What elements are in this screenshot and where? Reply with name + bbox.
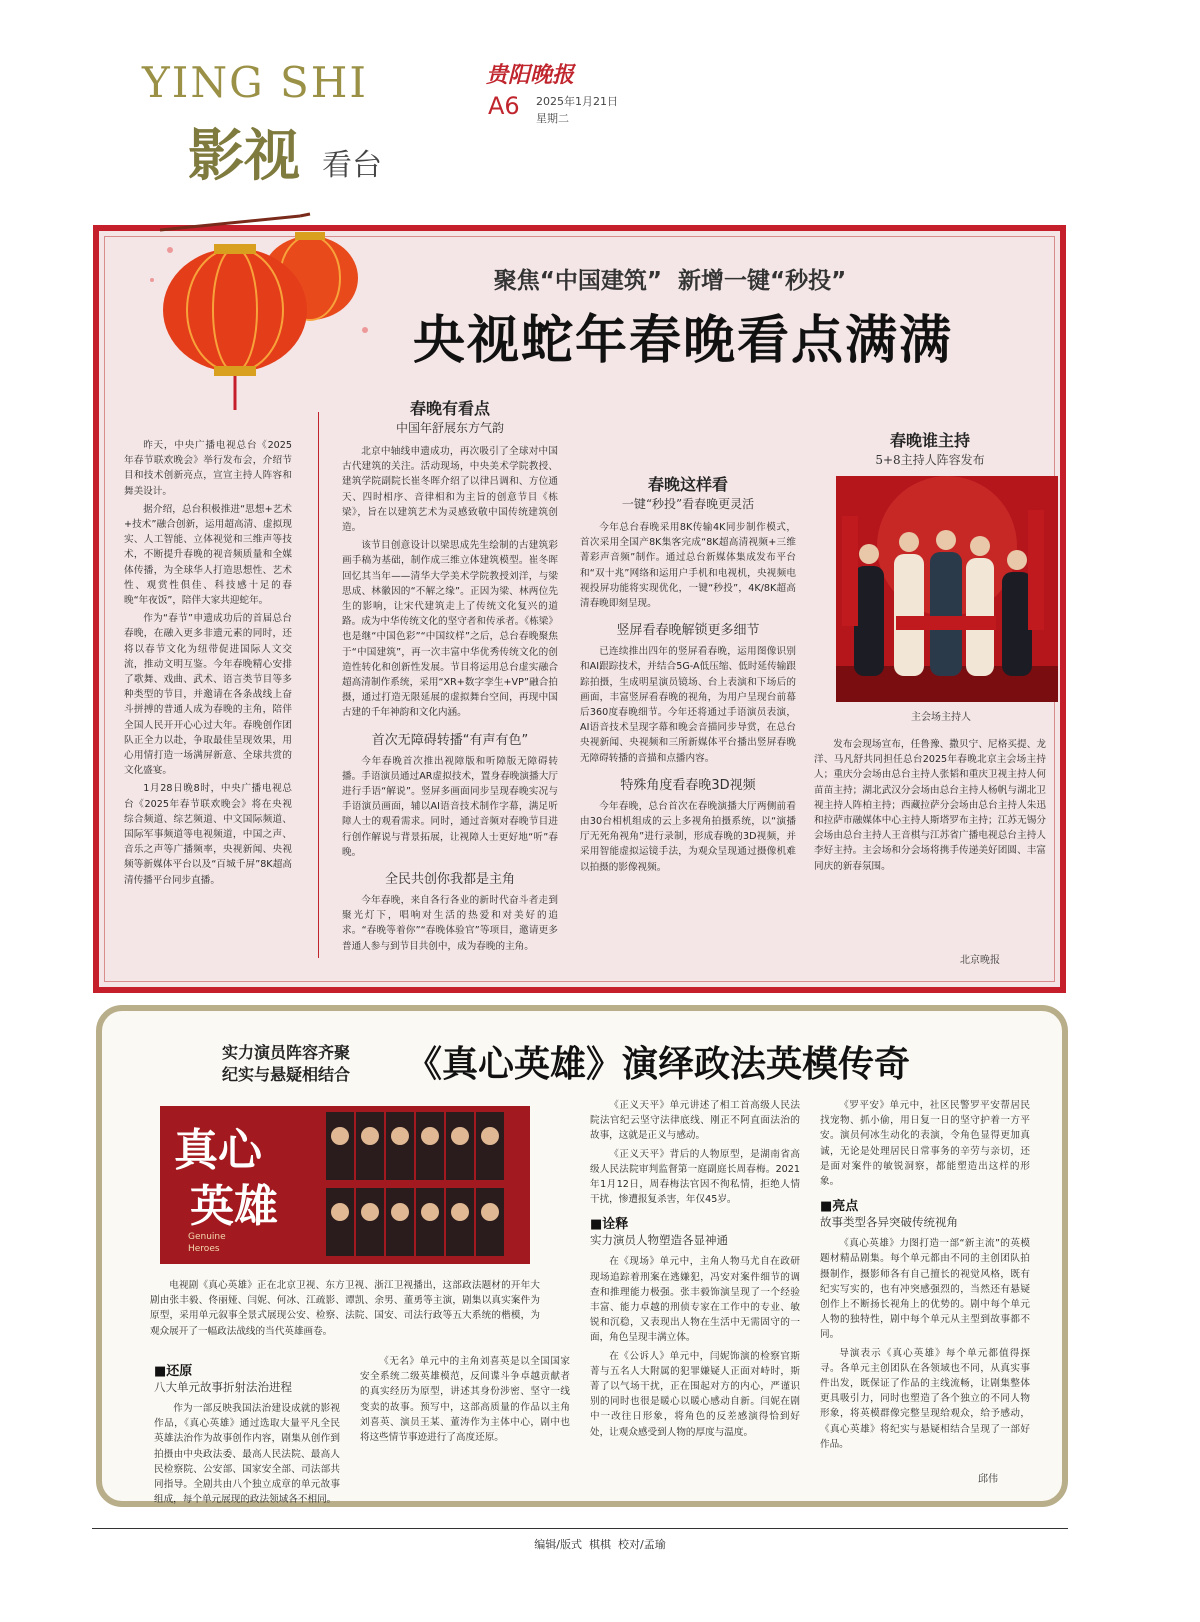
paragraph: 在《现场》单元中，主角人物马尤自在政研现场追踪着刑案在逃嫌犯，冯安对案件细节的调查和推理能力极强。张丰毅饰演呈现了一个经验丰富、能力卓越的刑侦专家在工作中的专业、敏锐和沉稳，又表现出人物在生活中无需固守的一面，角色呈现丰满立体。	[590, 1256, 800, 1344]
column-divider	[318, 412, 319, 958]
section-heading: 春晚这样看	[647, 475, 728, 494]
paragraph: 作为一部反映我国法治建设成就的影视作品，《真心英雄》通过选取大量平凡全民英雄法治作为故事创作内容，剧集从创作到拍摄由中央政法委、最高人民法院、最高人民检察院、公安部、国家安全部、司法部共同指导。全剧共由八个独立成章的单元故事组成，每个单元展现的政法领域各不相同。	[154, 1403, 340, 1506]
section-subheading: 故事类型各异突破传统视角	[820, 1215, 958, 1230]
story2-column-3	[590, 1098, 800, 1494]
page-number: A6	[488, 92, 520, 120]
poster-title-2: 英雄	[190, 1181, 278, 1232]
paragraph: 《罗平安》单元中，社区民警罗平安帮居民找宠物、抓小偷，用日复一日的坚守护着一方平安。演员何冰生动化的表演，令角色显得更加真诚，无论是处理居民日常事务的辛劳与亲切，还是面对案件的敏锐洞察，都能塑造出这样的形象。	[820, 1100, 1030, 1188]
story1-column-4	[814, 396, 1046, 962]
paragraph: 《正义天平》单元讲述了相工首高级人民法院法官纪云坚守法律底线、刚正不阿直面法治的故事，这就是正义与感动。	[590, 1100, 800, 1142]
paragraph: 导演表示《真心英雄》每个单元都值得探寻。各单元主创团队在各领域也不同，从真实事件出发，既保证了作品的主线流畅，让剧集整体更具吸引力，同时也塑造了各个独立的不同人物形象，将英模群像完整呈现给观众，给予感动，《真心英雄》将纪实与悬疑相结合呈现了一部好作品。	[820, 1347, 1030, 1450]
paragraph: 已连续推出四年的竖屏看春晚，运用图像识别和AI跟踪技术，并结合5G-A低压缩、低时延传输跟踪拍摄，生成明星演员镜场、台上表演和下场后的画面，丰富竖屏看春晚的视角，为用户呈现台前幕后360度春晚细节。今年还将通过手语演员表演，AI语音技术呈现字幕和晚会音描同步导赏，在总台央视新闻、央视频和三所新媒体平台播出竖屏春晚无障碍转播的音描和点播内容。	[580, 646, 796, 764]
paragraph: 今年春晚首次推出视障版和听障版无障碍转播。手语演员通过AR虚拟技术，置身春晚演播大厅进行手语“解说”。竖屏多画面同步呈现春晚实况与手语演员画面，辅以AI语音技术制作字幕，满足听障人士的观看需求。同时，通过音频对春晚节目进行创作解说与背景拓展，让视障人士更好地“听”春晚。	[342, 755, 558, 858]
section-title-en: YING SHI	[142, 58, 368, 107]
section-subheading: 中国年舒展东方气韵	[395, 421, 504, 435]
poster-title-1: 真心	[174, 1125, 262, 1176]
section-title-cn: 影视	[188, 123, 300, 189]
story2-kicker-2: 纪实与悬疑相结合	[222, 1065, 351, 1084]
section-subheading: 八大单元故事折射法治进程	[154, 1380, 292, 1394]
story2-title: 《真心英雄》演绎政法英模传奇	[406, 1044, 911, 1085]
story2-lead	[150, 1278, 540, 1342]
story2-kicker-1: 实力演员阵容齐聚	[222, 1043, 351, 1062]
drama-poster	[160, 1106, 530, 1264]
section-heading: 春晚有看点	[409, 399, 490, 418]
paragraph: 今年春晚，来自各行各业的新时代奋斗者走到聚光灯下，唱响对生活的热爱和对美好的追求。“春晚等着你”“春晚体验官”等项目，邀请更多普通人参与到节目共创中，成为春晚的主角。	[342, 895, 558, 952]
section-heading: ■还原	[154, 1364, 193, 1379]
paper-logo: 贵阳晚报	[486, 62, 575, 88]
paragraph: 今年总台春晚采用8K传输4K同步制作模式，首次采用全国产8K集客完成“8K超高清视频+三维菁彩声音频”制作。通过总台新媒体集成发布平台和“双十兆”网络和运用户手机和电视机，央视频电视投屏功能将实现优化，一键“秒投”，4K/8K超高清春晚即刻呈现。	[580, 522, 796, 610]
story1-kicker: 聚焦“中国建筑” 新增一键“秒投”	[493, 268, 847, 294]
section-subheading: 一键“秒投”看春晚更灵活	[621, 497, 755, 511]
paragraph: 据介绍，总台积极推进“思想+艺术+技术”融合创新，运用超高清、虚拟现实、人工智能、立体视觉和三维声等技术，不断提升春晚的视音频质量和全媒体传播，为全球华人打造思想性、艺术性、观赏性俱佳、科技感十足的春晚“年夜饭”，陪伴大家共迎蛇年。	[124, 503, 292, 607]
cast-portraits	[326, 1112, 526, 1258]
paragraph: 今年春晚，总台首次在春晚演播大厅两侧前看由30台相机组成的云上多视角拍摄系统，以“演播厅无死角视角”进行录制，形成春晚的3D视频，并采用智能虚拟运镜手法，为观众呈现通过摄像机难以拍摄的影像视频。	[580, 800, 796, 873]
section-heading: 全民共创你我都是主角	[384, 872, 515, 888]
paragraph: 昨天，中央广播电视总台《2025年春节联欢晚会》举行发布会，介绍节目和技术创新亮点，宣宣主持人阵容和舞美设计。	[124, 440, 292, 497]
paragraph: 《无名》单元中的主角刘喜英是以全国国家安全系统二级英雄模范，反间谍斗争卓越贡献者的真实经历为原型，讲述其身份涉密、坚守一线变卖的故事。预写中，这部高质量的作品以主角刘喜英、演员王某、董涛作为主体中心，剧中也将这些情节事迹进行了高度还原。	[360, 1356, 570, 1444]
paragraph: 发布会现场宣布，任鲁豫、撒贝宁、尼格买提、龙洋、马凡舒共同担任总台2025年春晚北京主会场主持人；重庆分会场由总台主持人张韬和重庆卫视主持人何苗苗主持；湖北武汉分会场由总台主持人杨帆与湖北卫视主持人阵柏主持；西藏拉萨分会场由总台主持人朱迅和拉萨市融媒体中心主持人斯塔罗布主持；江苏无锡分会场由总台主持人王音棋与江苏省广播电视总台主持人李好主持。主会场和分会场将携手传递美好团圆、丰富同庆的新春氛围。	[814, 739, 1046, 872]
section-heading: 首次无障碍转播“有声有色”	[371, 732, 529, 748]
paragraph: 《真心英雄》力图打造一部“新主流”的英模题材精品剧集。每个单元都由不同的主创团队拍摄制作，摄影师各有自己擅长的视觉风格，既有纪实写实的，也有冲突感强烈的，当然还有悬疑创作上不断扬长视角上的优势的。剧中每个单元人物的独特性，剧中每个单元从主型到故事都不同。	[820, 1238, 1030, 1341]
paragraph: 电视剧《真心英雄》正在北京卫视、东方卫视、浙江卫视播出，这部政法题材的开年大剧由张丰毅、佟丽娅、闫妮、何冰、江疏影、谭凯、余男、董勇等主演，剧集以真实案件为原型，采用单元叙事全景式展现公安、检察、法院、国安、司法行政等五大系统的楷模，为观众展开了一幅政法战线的当代英雄画卷。	[150, 1280, 540, 1337]
hosts-photo	[836, 476, 1058, 702]
story2-column-1	[154, 1354, 340, 1506]
photo-caption: 主会场主持人	[911, 712, 971, 723]
story2-source: 邱伟	[974, 1470, 998, 1485]
paragraph: 北京中轴线申遗成功，再次吸引了全球对中国古代建筑的关注。活动现场，中央美术学院教授、建筑学院副院长崔冬晖介绍了以律吕调和、方位通天、四时相序、音律相和为主旨的创意节目《栋梁》，旨在以建筑艺术为灵感致敬中国传统建筑创造。	[342, 446, 558, 534]
story1-source: 北京晚报	[960, 955, 1000, 966]
section-heading: 特殊角度看春晚3D视频	[620, 777, 756, 793]
section-subtitle: 看台	[322, 148, 382, 183]
section-heading: 竖屏看春晚解锁更多细节	[616, 623, 760, 639]
paragraph: 1月28日晚8时，中央广播电视总台《2025年春节联欢晚会》将在央视综合频道、综艺频道、中文国际频道、国际军事频道等电视频道，中国之声、音乐之声等广播频率，央视新闻、央视频等新媒体平台以及“百城千屏”8K超高清传播平台同步直播。	[124, 783, 292, 886]
paragraph: 该节目创意设计以梁思成先生绘制的古建筑彩画手稿为基础，制作成三维立体建筑模型。崔冬晖回忆其当年——清华大学美术学院教授刘洋，与梁思成、林徽因的“不解之缘”。正因为梁、林两位先生的影响，让宋代建筑走上了传统文化复兴的道路。成为中华传统文化的坚守者和传承者。《栋梁》也是继“中国色彩”“中国纹样”之后，总台春晚聚焦于“中国建筑”，再一次丰富中华优秀传统文化的创造性转化和创新性发展。节目将运用总台虚实融合超高清制作系统，采用“XR+数字孪生+VP”融合拍摄，通过打造无限延展的虚拟舞台空间，再现中国古建的千年神韵和文化内涵。	[342, 540, 558, 719]
section-heading: 春晚谁主持	[889, 431, 970, 450]
section-subheading: 5+8主持人阵容发布	[875, 453, 985, 467]
story2-column-2	[360, 1354, 570, 1494]
section-subheading: 实力演员人物塑造各显神通	[590, 1233, 728, 1248]
story2-column-4	[820, 1098, 1030, 1494]
footer-rule	[92, 1528, 1068, 1529]
story1-intro-column	[124, 438, 292, 958]
paragraph: 《正义天平》背后的人物原型，是湖南省高级人民法院审判监督第一庭副庭长周春梅。2021年1月12日，周春梅法官因不徇私情，拒绝人情干扰，惨遭报复杀害，年仅45岁。	[590, 1148, 800, 1206]
paragraph: 作为“春节”申遗成功后的首届总台春晚，在融入更多非遗元素的同时，还将以春节文化为纽带促进国际人文交流，推动文明互鉴。今年春晚精心安排了歌舞、戏曲、武术、语言类节目等多种类型的节目，并邀请在各条战线上奋斗拼搏的普通人成为春晚的主角，陪伴全国人民开开心心过大年。春晚创作团队正全力以赴，争取最佳呈现效果，用心用情打造一场满屏新意、全球共赏的文化盛宴。	[124, 613, 292, 777]
section-heading: ■诠释	[590, 1217, 629, 1233]
section-heading: ■亮点	[820, 1199, 859, 1215]
footer-credits: 编辑/版式 棋棋 校对/孟瑜	[534, 1538, 666, 1551]
story1-column-2	[342, 396, 558, 962]
issue-date: 2025年1月21日	[536, 95, 618, 108]
issue-weekday: 星期二	[536, 112, 569, 125]
story1-column-3	[580, 396, 796, 962]
paragraph: 在《公诉人》单元中，闫妮饰演的检察官斯菁与五名人大附属的犯罪嫌疑人正面对峙时，斯菁了以气场干扰，正在围起对方的内心，严谨识别的同时也很是暖心以暖心感动自新。闫妮在剧中一改往日形象，将角色的反差感演得恰到好处，让观众感受到人物的厚度与温度。	[590, 1350, 800, 1438]
story1-title: 央视蛇年春晚看点满满	[412, 311, 953, 371]
poster-en-2: Heroes	[188, 1244, 220, 1254]
lantern-illustration	[140, 210, 380, 420]
poster-en-1: Genuine	[188, 1232, 226, 1242]
